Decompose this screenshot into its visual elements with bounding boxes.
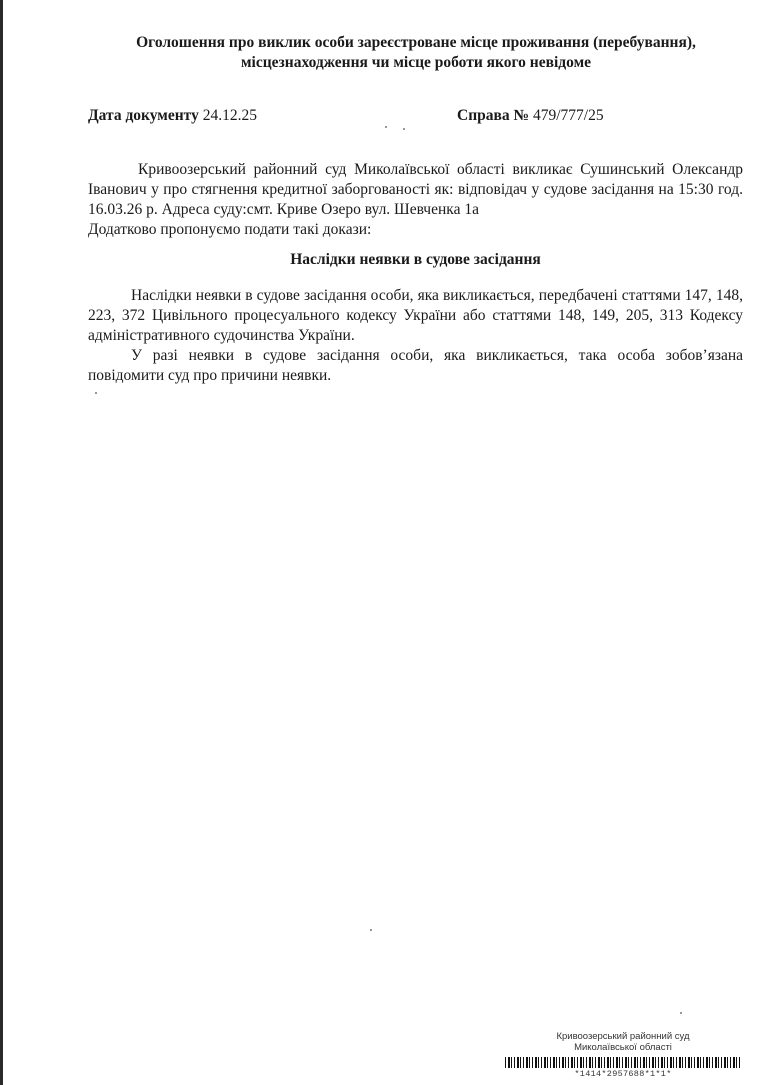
summons-paragraph: Кривоозерський районний суд Миколаївської області викликає Сушинський Олександр Іванович у про стягнення кредитної заборгованості як: відповідач у судове засідання на 15:30 год. 16.03.26 р. Адреса суду:смт. Криве Озеро вул. Шевченка 1а (88, 161, 743, 218)
scan-speck (680, 1012, 682, 1014)
case-number (457, 107, 604, 125)
scan-edge (0, 0, 3, 1085)
footer-court-region: Миколаївської області (574, 1042, 672, 1053)
section-heading: Наслідки неявки в судове засідання (290, 251, 541, 268)
consequences-paragraph-2: У разі неявки в судове засідання особи, яка викликається, така особа зобов’язана повідомити суд про причини неявки. (88, 347, 743, 384)
footer-court-name: Кривоозерський районний суд (556, 1031, 690, 1042)
consequences-paragraph-1: Наслідки неявки в судове засідання особи, яка викликається, передбачені статтями 147, 148, 223, 372 Цивільного процесуального кодексу України або статтями 148, 149, 205, 313 Кодексу адміністративного судочинства України. (88, 287, 743, 344)
date-value: 24.12.25 (202, 107, 257, 124)
summons-body (88, 160, 743, 240)
case-label: Справа № (457, 107, 530, 124)
scan-speck (403, 128, 405, 130)
title-line-1: Оголошення про виклик особи зареєстроване місце проживання (перебування), (136, 34, 696, 51)
case-value: 479/777/25 (532, 107, 604, 124)
barcode (505, 1057, 741, 1068)
evidence-request: Додатково пропонуємо подати такі докази: (88, 221, 372, 238)
date-label: Дата документу (88, 107, 199, 124)
court-stamp-footer (505, 1031, 741, 1079)
barcode-number: *1414*2957688*1*1* (574, 1069, 672, 1079)
scan-speck (370, 929, 372, 931)
consequences-body (88, 286, 743, 386)
scan-speck (385, 126, 387, 128)
document-title (88, 33, 744, 73)
scan-speck (95, 392, 97, 394)
document-date (88, 107, 257, 125)
title-line-2: місцезнаходження чи місце роботи якого невідоме (240, 54, 592, 71)
